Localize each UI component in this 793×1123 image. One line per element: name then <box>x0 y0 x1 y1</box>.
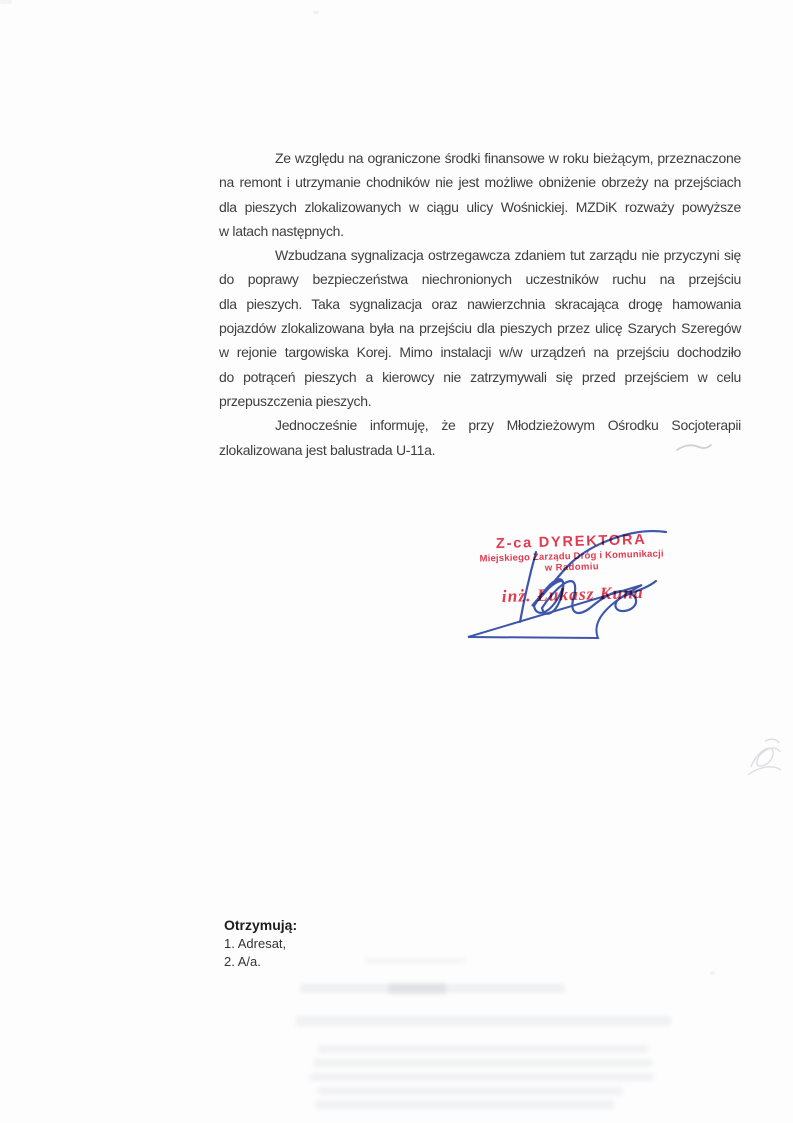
paragraph-2 <box>219 243 741 413</box>
text-line: do poprawy bezpieczeństwa niechronionych uczestników ruchu na przejściu <box>219 271 741 288</box>
distribution-header: Otrzymują: <box>224 917 298 933</box>
distribution-items <box>224 935 297 972</box>
text-line: Ze względu na ograniczone środki finansowe w roku bieżącym, przeznaczone <box>275 150 741 166</box>
text-line: do potrąceń pieszych a kierowcy nie zatrzymywali się przed przejściem w celu <box>219 368 741 385</box>
text-line: zlokalizowana jest balustrada U-11a. <box>219 441 436 458</box>
signature-ink-scrawl <box>440 512 685 657</box>
text-line: pojazdów zlokalizowana była na przejściu dla pieszych przez ulicę Szarych Szeregów <box>219 320 741 337</box>
stamp-signatory-name: inż. Łukasz Kuna <box>501 582 644 606</box>
paragraph-1 <box>219 146 741 243</box>
text-line: dla pieszych zlokalizowanych w ciągu ulicy Wośnickiej. MZDiK rozważy powyższe <box>219 198 741 215</box>
text-line: na remont i utrzymanie chodników nie jest możliwe obniżenie obrzeży na przejściach <box>219 174 741 191</box>
text-line: 1. Adresat, <box>224 935 287 951</box>
distribution-list <box>224 916 297 972</box>
scan-speck <box>313 11 319 14</box>
text-line: przepuszczenia pieszych. <box>219 392 372 409</box>
text-line: w rejonie targowiska Korej. Mimo instalacji w/w urządzeń na przejściu dochodziło <box>219 344 741 361</box>
stamp-location: w Radomiu <box>544 561 600 574</box>
stamp-organization: Miejskiego Zarządu Dróg i Komunikacji <box>479 548 664 565</box>
scan-speck <box>0 0 12 4</box>
text-line: w latach następnych. <box>219 222 344 239</box>
scan-artifact-smudge <box>745 735 790 790</box>
text-line: dla pieszych. Taka sygnalizacja oraz nawierzchnia skracająca drogę hamowania <box>219 295 741 312</box>
text-line: Jednocześnie informuję, że przy Młodzieżowym Ośrodku Socjoterapii <box>275 417 741 434</box>
text-line: 2. A/a. <box>224 954 261 969</box>
text-line: Wzbudzana sygnalizacja ostrzegawcza zdaniem tut zarządu nie przyczyni się <box>275 247 741 264</box>
scan-speck <box>710 971 715 975</box>
letter-body <box>219 146 741 462</box>
stamp-title: Z-ca DYREKTORA <box>495 531 647 553</box>
paragraph-3 <box>219 413 741 462</box>
